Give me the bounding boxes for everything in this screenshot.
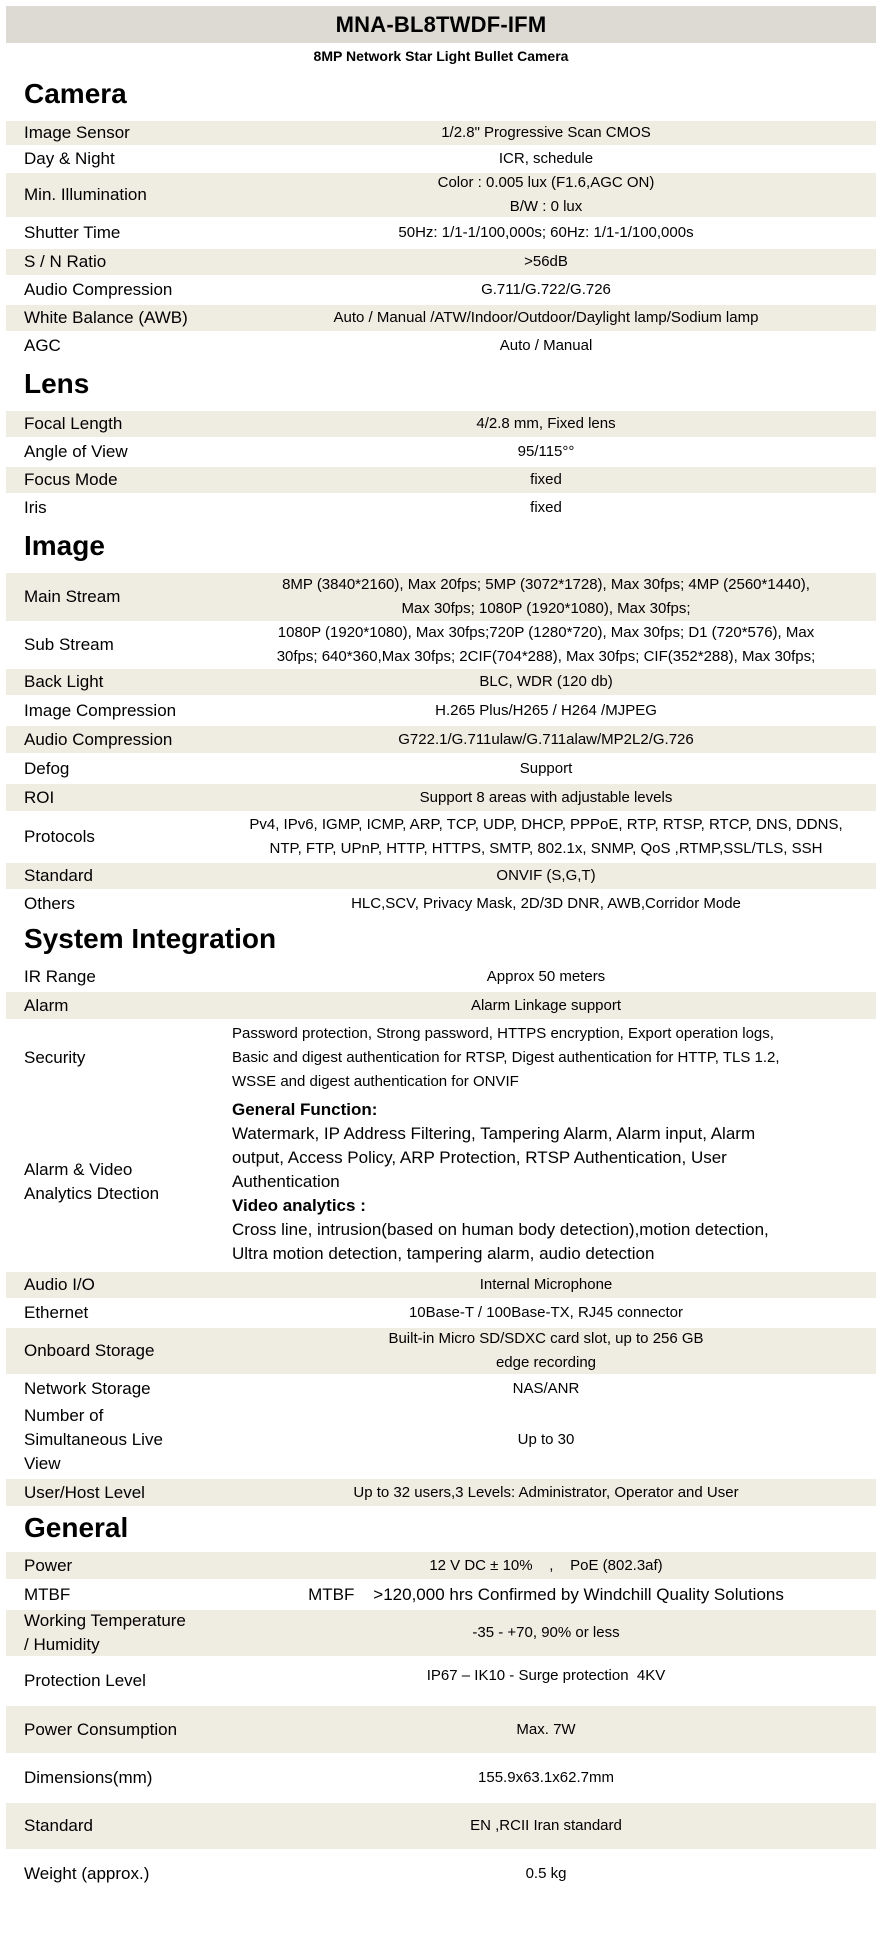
- row-roi: [6, 782, 876, 811]
- row-defog: [6, 753, 876, 782]
- row-sn-ratio: [6, 247, 876, 275]
- value: Auto / Manual: [499, 337, 593, 354]
- label: Iris: [24, 498, 47, 517]
- row-weight: [6, 1849, 876, 1897]
- label-line: Alarm & Video: [24, 1160, 133, 1179]
- model-title: MNA-BL8TWDF-IFM: [6, 6, 876, 43]
- row-onboard-storage: [6, 1326, 876, 1374]
- label-line: Number of: [24, 1405, 104, 1425]
- row-iris: [6, 493, 876, 521]
- value-line: B/W : 0 lux: [509, 198, 583, 215]
- row-user-host-level: [6, 1477, 876, 1506]
- value-line: Ultra motion detection, tampering alarm, audio detection: [232, 1244, 655, 1263]
- row-alarm-video-analytics: [6, 1094, 876, 1270]
- row-image-compression: [6, 695, 876, 724]
- label: Dimensions(mm): [24, 1768, 153, 1787]
- row-power-consumption: [6, 1704, 876, 1753]
- spec-sheet: [0, 6, 882, 1957]
- label: ROI: [24, 787, 55, 807]
- label-line: / Humidity: [24, 1635, 100, 1654]
- label: Network Storage: [24, 1379, 151, 1398]
- value-line: Max 30fps; 1080P (1920*1080), Max 30fps;: [401, 600, 691, 617]
- value: [224, 623, 876, 667]
- row-security: [6, 1019, 876, 1094]
- row-mtbf: [6, 1579, 876, 1608]
- value-line: 1080P (1920*1080), Max 30fps;720P (1280*720), Max 30fps; D1 (720*576), Max: [277, 624, 815, 641]
- label: User/Host Level: [24, 1482, 145, 1502]
- value: ONVIF (S,G,T): [496, 867, 596, 884]
- row-protocols: [6, 811, 876, 861]
- label: Standard: [24, 1816, 93, 1835]
- value: HLC,SCV, Privacy Mask, 2D/3D DNR, AWB,Corridor Mode: [351, 895, 741, 912]
- value: Auto / Manual /ATW/Indoor/Outdoor/Daylight lamp/Sodium lamp: [333, 309, 759, 326]
- value: [224, 813, 876, 861]
- label: S / N Ratio: [24, 252, 107, 271]
- row-audio-io: [6, 1270, 876, 1298]
- label: Focus Mode: [24, 470, 118, 489]
- label: [6, 1094, 224, 1270]
- row-audio-compression: [6, 275, 876, 303]
- label-line: Analytics Dtection: [24, 1184, 160, 1203]
- value: [224, 173, 876, 217]
- value: G.711/G.722/G.726: [481, 281, 611, 298]
- label: Power Consumption: [24, 1719, 178, 1739]
- label: White Balance (AWB): [24, 308, 188, 327]
- section-image: Image: [24, 530, 105, 561]
- row-sub-stream: [6, 621, 876, 667]
- value: >56dB: [524, 253, 568, 270]
- label: Ethernet: [24, 1303, 89, 1322]
- value: Up to 32 users,3 Levels: Administrator, Operator and User: [353, 1483, 739, 1501]
- value: -35 - +70, 90% or less: [472, 1624, 620, 1641]
- value: [224, 1094, 876, 1270]
- value-line: Pv4, IPv6, IGMP, ICMP, ARP, TCP, UDP, DHCP, PPPoE, RTP, RTSP, RTCP, DNS, DDNS,: [249, 816, 843, 833]
- value: fixed: [530, 499, 562, 516]
- row-working-temperature: [6, 1608, 876, 1656]
- row-day-night: [6, 145, 876, 171]
- label: Image Compression: [24, 700, 177, 720]
- value-line: Built-in Micro SD/SDXC card slot, up to 256 GB: [388, 1330, 704, 1347]
- label: Standard: [24, 866, 93, 885]
- label: Others: [24, 894, 76, 913]
- row-power: [6, 1550, 876, 1579]
- label: Focal Length: [24, 414, 123, 433]
- label: IR Range: [24, 966, 96, 986]
- value: Alarm Linkage support: [470, 996, 622, 1014]
- value: ICR, schedule: [498, 150, 594, 167]
- value: Internal Microphone: [479, 1276, 613, 1293]
- value-line: edge recording: [495, 1354, 597, 1371]
- row-ethernet: [6, 1298, 876, 1326]
- value: [224, 1021, 876, 1094]
- value: 10Base-T / 100Base-TX, RJ45 connector: [408, 1304, 684, 1321]
- value: Up to 30: [517, 1430, 575, 1448]
- value: 1/2.8" Progressive Scan CMOS: [441, 124, 651, 141]
- row-ir-range: [6, 961, 876, 990]
- label: Back Light: [24, 672, 104, 691]
- row-audio-compression-image: [6, 724, 876, 753]
- label: Sub Stream: [24, 635, 114, 654]
- row-focus-mode: [6, 465, 876, 493]
- row-others: [6, 889, 876, 917]
- section-lens: Lens: [24, 368, 90, 399]
- label: Defog: [24, 758, 70, 778]
- value-line: Password protection, Strong password, HTTPS encryption, Export operation logs,: [232, 1024, 774, 1042]
- row-focal-length: [6, 409, 876, 437]
- value: NAS/ANR: [512, 1380, 580, 1397]
- row-white-balance: [6, 303, 876, 331]
- value: Support 8 areas with adjustable levels: [419, 788, 673, 806]
- row-main-stream: [6, 571, 876, 621]
- value-line: NTP, FTP, UPnP, HTTP, HTTPS, SMTP, 802.1x, SNMP, QoS ,RTMP,SSL/TLS, SSH: [269, 840, 823, 857]
- row-standard-onvif: [6, 861, 876, 889]
- value: 0.5 kg: [525, 1865, 567, 1882]
- value: 4/2.8 mm, Fixed lens: [476, 415, 616, 432]
- value: Approx 50 meters: [486, 967, 606, 985]
- label: Onboard Storage: [24, 1341, 155, 1360]
- value-line: Watermark, IP Address Filtering, Tampering Alarm, Alarm input, Alarm: [232, 1124, 756, 1143]
- label: Audio I/O: [24, 1275, 95, 1294]
- value: BLC, WDR (120 db): [479, 673, 613, 690]
- row-standard-general: [6, 1801, 876, 1849]
- row-angle-of-view: [6, 437, 876, 465]
- label: Day & Night: [24, 149, 115, 168]
- label: Audio Compression: [24, 280, 173, 299]
- label-line: Working Temperature: [24, 1611, 186, 1630]
- row-dimensions: [6, 1753, 876, 1801]
- label: Protection Level: [24, 1671, 146, 1690]
- value-line: Cross line, intrusion(based on human body detection),motion detection,: [232, 1220, 769, 1239]
- value-line: WSSE and digest authentication for ONVIF: [232, 1072, 519, 1090]
- value: [224, 573, 876, 621]
- product-subtitle: 8MP Network Star Light Bullet Camera: [313, 48, 569, 64]
- value: IP67 – IK10 - Surge protection 4KV: [426, 1667, 666, 1684]
- value-line: 8MP (3840*2160), Max 20fps; 5MP (3072*1728), Max 30fps; 4MP (2560*1440),: [282, 576, 810, 593]
- value: MTBF >120,000 hrs Confirmed by Windchill Quality Solutions: [308, 1584, 784, 1604]
- value-line: 30fps; 640*360,Max 30fps; 2CIF(704*288), Max 30fps; CIF(352*288), Max 30fps;: [276, 648, 816, 665]
- label: Security: [24, 1047, 86, 1067]
- value-line: Color : 0.005 lux (F1.6,AGC ON): [437, 174, 655, 191]
- section-general: General: [24, 1512, 129, 1543]
- row-back-light: [6, 667, 876, 695]
- label: Min. Illumination: [24, 185, 147, 204]
- label: Angle of View: [24, 442, 128, 461]
- value: [224, 1328, 876, 1374]
- value: Support: [519, 759, 573, 777]
- row-simultaneous-live-view: [6, 1402, 876, 1477]
- row-protection-level: [6, 1656, 876, 1704]
- section-system-integration: System Integration: [24, 923, 277, 954]
- value: EN ,RCII Iran standard: [470, 1817, 622, 1834]
- label-line: Simultaneous Live: [24, 1429, 163, 1449]
- label: Main Stream: [24, 587, 121, 606]
- label: AGC: [24, 336, 61, 355]
- section-camera: Camera: [24, 78, 127, 109]
- general-function-heading: General Function:: [232, 1100, 378, 1119]
- label-line: View: [24, 1453, 61, 1473]
- value: G722.1/G.711ulaw/G.711alaw/MP2L2/G.726: [398, 730, 694, 748]
- label: [6, 1610, 224, 1656]
- label: Audio Compression: [24, 729, 173, 749]
- label: Power: [24, 1555, 73, 1575]
- label: Shutter Time: [24, 223, 121, 242]
- row-alarm: [6, 990, 876, 1019]
- video-analytics-heading: Video analytics :: [232, 1196, 366, 1215]
- value: 12 V DC ± 10% , PoE (802.3af): [429, 1556, 663, 1574]
- value: 155.9x63.1x62.7mm: [478, 1769, 614, 1786]
- value-line: Basic and digest authentication for RTSP, Digest authentication for HTTP, TLS 1.2,: [232, 1048, 780, 1066]
- label: Protocols: [24, 827, 95, 846]
- value-line: output, Access Policy, ARP Protection, RTSP Authentication, User: [232, 1148, 727, 1167]
- row-image-sensor: [6, 119, 876, 145]
- label: Alarm: [24, 995, 69, 1015]
- row-min-illumination: [6, 171, 876, 217]
- value: 95/115°°: [517, 443, 575, 460]
- row-shutter-time: [6, 217, 876, 247]
- label: MTBF: [24, 1584, 71, 1604]
- value: Max. 7W: [516, 1720, 576, 1738]
- value: fixed: [530, 471, 562, 488]
- label: Image Sensor: [24, 123, 130, 142]
- row-network-storage: [6, 1374, 876, 1402]
- row-agc: [6, 331, 876, 359]
- label: [6, 1402, 224, 1477]
- label: Weight (approx.): [24, 1864, 150, 1883]
- value: H.265 Plus/H265 / H264 /MJPEG: [435, 701, 657, 719]
- value-line: Authentication: [232, 1172, 340, 1191]
- value: 50Hz: 1/1-1/100,000s; 60Hz: 1/1-1/100,000s: [398, 224, 694, 241]
